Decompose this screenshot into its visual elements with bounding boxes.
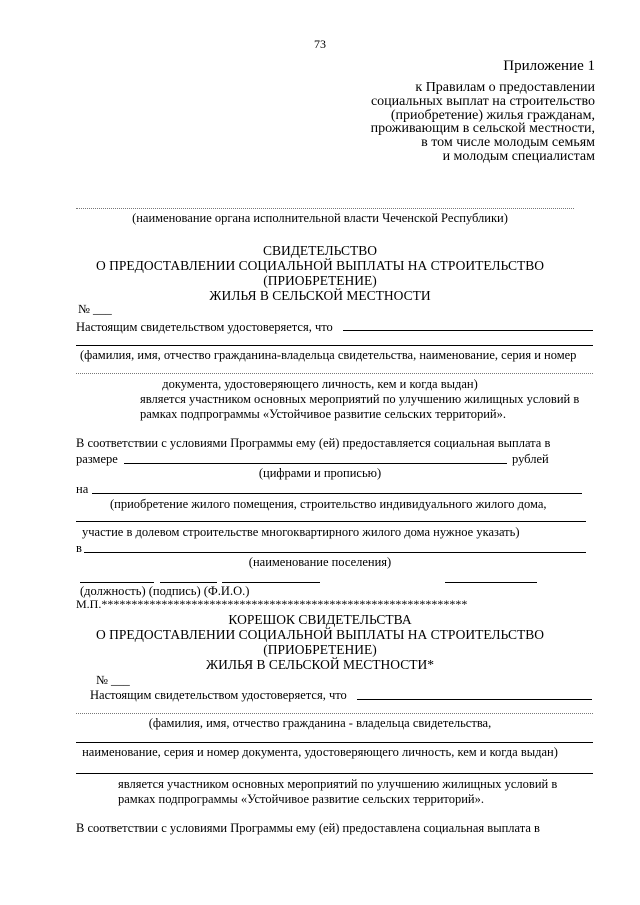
stub-certify-text: Настоящим свидетельством удостоверяется, что <box>90 688 347 702</box>
certificate-title-line: ЖИЛЬЯ В СЕЛЬСКОЙ МЕСТНОСТИ <box>209 288 431 303</box>
stamp-line: М.П.************************************************************* <box>76 597 468 611</box>
certificate-title-line: О ПРЕДОСТАВЛЕНИИ СОЦИАЛЬНОЙ ВЫПЛАТЫ НА СТРОИТЕЛЬСТВО <box>96 258 544 273</box>
appendix-line: (приобретение) жилья гражданам, <box>390 107 595 123</box>
stub-title-line: (ПРИОБРЕТЕНИЕ) <box>263 642 377 657</box>
stub-fio-line <box>76 713 593 714</box>
purpose-caption-2: участие в долевом строительстве многоквартирного жилого дома нужное указать) <box>82 525 520 539</box>
certificate-title-line: (ПРИОБРЕТЕНИЕ) <box>263 273 377 288</box>
certificate-title <box>0 243 640 303</box>
stub-fio-caption: (фамилия, имя, отчество гражданина - владельца свидетельства, <box>148 716 492 730</box>
stub-recipient-line <box>357 699 592 700</box>
appendix-subtitle <box>371 81 595 164</box>
appendix-line: в том числе молодым семьям <box>421 135 595 151</box>
participant-text-2: рамках подпрограммы «Устойчивое развитие сельских территорий». <box>140 407 506 421</box>
stub-title-line: О ПРЕДОСТАВЛЕНИИ СОЦИАЛЬНОЙ ВЫПЛАТЫ НА СТРОИТЕЛЬСТВО <box>96 627 544 642</box>
location-label: в <box>76 541 82 555</box>
stub-program-text: В соответствии с условиями Программы ему (ей) предоставлена социальная выплата в <box>76 821 540 835</box>
stub-fio-line-2 <box>76 742 593 743</box>
authority-caption: (наименование органа исполнительной власти Чеченской Республики) <box>132 211 508 225</box>
certificate-number: № ___ <box>78 302 112 316</box>
stub-title-line: ЖИЛЬЯ В СЕЛЬСКОЙ МЕСТНОСТИ* <box>206 657 434 672</box>
amount-caption: (цифрами и прописью) <box>258 466 382 480</box>
fio-field-line <box>76 373 593 374</box>
signature-line <box>160 582 217 583</box>
amount-label: размере <box>76 452 118 466</box>
appendix-line: и молодым специалистам <box>442 148 595 164</box>
certificate-title-line: СВИДЕТЕЛЬСТВО <box>262 243 378 258</box>
stub-title <box>0 612 640 672</box>
amount-field-line <box>124 463 507 464</box>
certify-text: Настоящим свидетельством удостоверяется, что <box>76 320 333 334</box>
appendix-line: социальных выплат на строительство <box>370 93 595 109</box>
signature-caption: (должность) (подпись) (Ф.И.О.) <box>80 584 250 598</box>
name-line <box>222 582 320 583</box>
location-field-line <box>84 552 586 553</box>
stub-fio-caption-2: наименование, серия и номер документа, удостоверяющего личность, кем и когда выдан) <box>82 745 558 759</box>
recipient-field-line-2 <box>76 345 593 346</box>
position-line <box>80 582 154 583</box>
appendix-title: Приложение 1 <box>503 58 595 74</box>
stub-fio-line-3 <box>76 773 593 774</box>
appendix-line: проживающим в сельской местности, <box>370 121 595 137</box>
program-text: В соответствии с условиями Программы ему (ей) предоставляется социальная выплата в <box>76 436 551 450</box>
purpose-label: на <box>76 482 89 496</box>
purpose-field-line-2 <box>76 521 586 522</box>
stub-participant-text: является участником основных мероприятий по улучшению жилищных условий в <box>118 777 558 791</box>
stub-number: № ___ <box>96 673 130 687</box>
appendix-line: к Правилам о предоставлении <box>415 80 595 95</box>
authority-line <box>76 208 574 209</box>
fio-caption: (фамилия, имя, отчество гражданина-владельца свидетельства, наименование, серия и номер <box>80 348 577 362</box>
purpose-field-line <box>92 493 582 494</box>
page-number: 73 <box>314 37 326 51</box>
fio-caption-2: документа, удостоверяющего личность, кем и когда выдан) <box>162 377 478 391</box>
participant-text: является участником основных мероприятий по улучшению жилищных условий в <box>140 392 580 406</box>
recipient-field-line <box>343 330 593 331</box>
location-caption: (наименование поселения) <box>248 555 392 569</box>
date-line <box>445 582 537 583</box>
stub-title-line: КОРЕШОК СВИДЕТЕЛЬСТВА <box>228 612 412 627</box>
currency-label: рублей <box>512 452 549 466</box>
purpose-caption: (приобретение жилого помещения, строительство индивидуального жилого дома, <box>110 497 547 511</box>
stub-participant-text-2: рамках подпрограммы «Устойчивое развитие сельских территорий». <box>118 792 484 806</box>
